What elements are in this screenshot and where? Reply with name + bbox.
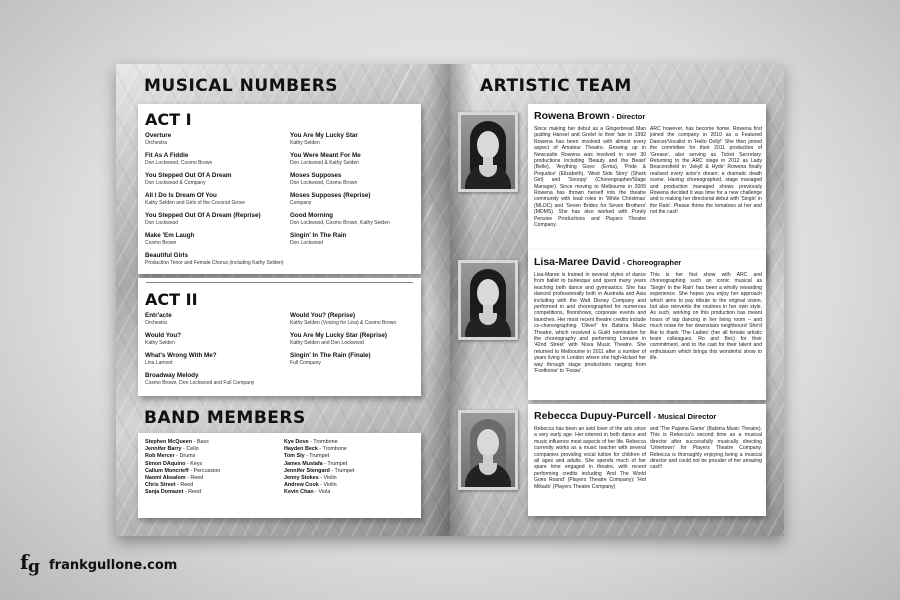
- song-title: Broadway Melody: [145, 372, 199, 379]
- member-bio-col2: This is her first show with ARC and choreographing such an iconic musical as 'Singin' in the Rain' has been a wholly rewarding experience. She hopes you enjoy her approach which aims to pay tribute to the original vision, but also reinvents the routines in her own style. As such, working on this production has meant hours of tap dancing in her living room – and much noise for her downstairs neighbours! She'd like to thank 'The Ladies' (her all female artistic team colleagues, Ro and Bec) for their commitment, and to the cast for their talent and enthusiasm which brings this wonderful show to life.: [650, 272, 762, 362]
- song-title: You Stepped Out Of A Dream (Reprise): [145, 212, 261, 219]
- band-member: [145, 439, 285, 446]
- song-item: [290, 232, 418, 246]
- song-item: [290, 212, 418, 226]
- left-page: [116, 64, 450, 536]
- song-item: [290, 172, 418, 186]
- act2-title: ACT II: [145, 290, 198, 309]
- band-member-name: Jennifer Barry: [145, 446, 182, 453]
- act1-column-2: [290, 132, 418, 252]
- band-member-name: Stephen McQueen: [145, 439, 193, 445]
- band-member-role: - Viola: [313, 489, 331, 496]
- member-name-text: Rowena Brown: [534, 110, 610, 122]
- band-member-name: Jennifer Stengard: [284, 467, 330, 474]
- band-member-role: - Trumpet: [322, 460, 348, 467]
- band-member-name: Naomi Absalom: [145, 475, 186, 482]
- band-member: [284, 453, 418, 460]
- band-member: [145, 475, 285, 482]
- member-name: [534, 110, 645, 122]
- band-member-role: - Violin: [318, 482, 337, 489]
- artistic-team-title: ARTISTIC TEAM: [480, 76, 632, 96]
- band-members-title: BAND MEMBERS: [144, 408, 306, 428]
- band-member-name: Callum Moncrieff: [145, 467, 189, 474]
- song-title: You Were Meant For Me: [290, 152, 361, 159]
- song-item: [145, 132, 285, 146]
- song-title: You Are My Lucky Star (Reprise): [290, 332, 387, 339]
- song-cast: Don Lockwood: [145, 220, 179, 226]
- watermark-brand-text: frankgullone.com: [49, 557, 178, 573]
- band-member-role: - Reed: [175, 482, 194, 489]
- band-member: [284, 461, 418, 468]
- song-cast: Don Lockwood & Kathy Selden: [290, 160, 359, 166]
- band-member: [145, 453, 285, 460]
- musical-numbers-title: MUSICAL NUMBERS: [144, 76, 339, 96]
- right-page: [450, 64, 784, 536]
- member-name: [534, 410, 716, 422]
- song-cast: Kathy Selden: [290, 140, 320, 146]
- song-item: [145, 372, 285, 386]
- song-title: Singin' In The Rain (Finale): [290, 352, 371, 359]
- band-member-name: Kevin Chan: [284, 489, 314, 496]
- song-title: Overture: [145, 132, 172, 139]
- band-member-name: James Mustafa: [284, 460, 323, 467]
- song-title: You Stepped Out Of A Dream: [145, 172, 232, 179]
- band-member: [145, 482, 285, 489]
- song-cast: Don Lockwood, Cosmo Brown: [290, 180, 358, 186]
- band-member-name: Andrew Cook: [284, 482, 319, 489]
- song-cast: Kathy Selden and Girls of the Coconut Grove: [145, 200, 246, 206]
- song-item: [145, 312, 285, 326]
- song-item: [145, 212, 285, 226]
- band-member: [284, 439, 418, 446]
- song-cast: Cosmo Brown, Don Lockwood and Full Company: [145, 380, 255, 386]
- song-item: [290, 312, 418, 326]
- song-cast: Full Company: [290, 360, 321, 366]
- song-title: All I Do Is Dream Of You: [145, 192, 217, 199]
- member-panel-choreographer: [528, 250, 766, 400]
- band-member: [145, 489, 285, 496]
- song-item: [145, 252, 285, 266]
- band-column-2: [284, 439, 418, 497]
- member-role: - Musical Director: [651, 412, 717, 421]
- band-member-name: Sanja Domazet: [145, 489, 184, 496]
- song-item: [145, 332, 285, 346]
- fg-logo-icon: [20, 552, 44, 578]
- song-cast: Company: [290, 200, 312, 206]
- band-member-role: - Trombone: [317, 446, 347, 453]
- band-member-name: Simon DAquino: [145, 460, 186, 467]
- song-title: You Are My Lucky Star: [290, 132, 358, 139]
- song-item: [290, 332, 418, 346]
- song-item: [290, 352, 418, 366]
- member-photo: [458, 112, 518, 192]
- band-member: [284, 446, 418, 453]
- watermark-logo: [20, 552, 177, 578]
- logo-mark-g: g: [28, 557, 40, 577]
- band-member-role: - Trombone: [308, 439, 338, 445]
- member-name-text: Rebecca Dupuy-Purcell: [534, 410, 652, 422]
- song-cast: Kathy Selden (Voicing for Lina) & Cosmo Brown: [290, 320, 397, 326]
- song-cast: Orchestra: [145, 320, 167, 326]
- band-column-1: [145, 439, 285, 497]
- song-title: Entr'acte: [145, 312, 172, 319]
- song-title: Moses Supposes: [290, 172, 342, 179]
- band-member: [145, 446, 285, 453]
- song-cast: Orchestra: [145, 140, 167, 146]
- song-item: [145, 192, 285, 206]
- song-cast: Don Lockwood, Cosmo Brown: [145, 160, 213, 166]
- band-member-name: Tom Sly: [284, 453, 305, 460]
- song-cast: Lina Lamont: [145, 360, 173, 366]
- member-photo: [458, 260, 518, 340]
- act1-column-1: [145, 132, 285, 272]
- band-member-name: Hayden Beck: [284, 446, 318, 453]
- band-member: [145, 468, 285, 475]
- act2-column-2: [290, 312, 418, 372]
- band-member-role: - Percussion: [188, 467, 221, 474]
- song-title: Beautiful Girls: [145, 252, 189, 259]
- band-member: [284, 475, 418, 482]
- song-cast: Don Lockwood & Company: [145, 180, 206, 186]
- member-bio-col1: Lisa-Maree is trained in several styles of dance from ballet to burlesque and spent many years teaching both dance and gymnastics. She has danced professionally both in Australia and Asia including with the Walt Disney Company and performed in and choreographed for numerous competitions, floorshows, corporate events and launches. Her most recent theatre credits include co-choreographing 'Oliver!' for Babirra Music Theatre, which received a Guild nomination for the choreography and performing Lorraine in '42nd Street' with Nova Music Theatre. She returned to Melbourne in 2011 after a number of years living in London where she high-kicked her way through stage productions ranging from 'Footloose' to 'Fosse'.: [534, 272, 646, 375]
- band-member-name: Rob Mercer: [145, 453, 175, 460]
- act2-column-1: [145, 312, 285, 392]
- band-member-role: - Bass: [192, 439, 209, 445]
- member-photo: [458, 410, 518, 490]
- member-name-text: Lisa-Maree David: [534, 256, 621, 268]
- song-cast: Kathy Selden and Don Lockwood: [290, 340, 364, 346]
- song-item: [145, 232, 285, 246]
- song-title: Would You?: [145, 332, 182, 339]
- band-panel: [138, 433, 421, 518]
- member-bio-col2: and 'The Pajama Game' (Babirra Music Theatre). This is Rebecca's second time as a musical director after successfully musically directing 'Urinetown' for Players Theatre Company. Rebecca is thoroughly enjoying being a musical director and could not be prouder of her amazing cast!!: [650, 426, 762, 471]
- member-role: - Choreographer: [620, 258, 682, 267]
- song-cast: Cosmo Brown: [145, 240, 177, 246]
- act1-title: ACT I: [145, 110, 192, 129]
- gutter-shadow: [426, 64, 450, 536]
- song-title: Make 'Em Laugh: [145, 232, 195, 239]
- song-cast: Kathy Selden: [145, 340, 175, 346]
- song-title: What's Wrong With Me?: [145, 352, 217, 359]
- member-name: [534, 256, 681, 268]
- song-title: Good Morning: [290, 212, 334, 219]
- song-item: [290, 192, 418, 206]
- divider: [146, 282, 413, 283]
- song-title: Fit As A Fiddle: [145, 152, 189, 159]
- member-bio-col2: ARC however, has become home. Rowena first joined the company in 2010 as a Featured Dancer/Vocalist in 'Hello Dolly!' She then joined the committee for their 2011 production of 'Grease', also serving as Ticket Secretary. Returning to the ARC stage in 2012 as Lady Beaconsfield in 'Jekyll & Hyde' Rowena finally realised every actor's dream; a dramatic death scene. Having choreographed, stage managed and production managed shows previously Rowena decided it was time for a new challenge and is making her directorial debut with 'Singin' in the Rain'. Please throw the tomatoes at her and not the cast!: [650, 126, 762, 216]
- band-member-role: - Cello: [181, 446, 199, 453]
- band-member-role: - Reed: [183, 489, 202, 496]
- song-item: [145, 352, 285, 366]
- song-title: Would You? (Reprise): [290, 312, 356, 319]
- member-role: - Director: [609, 112, 646, 121]
- logo-mark-f: f: [20, 550, 29, 574]
- song-item: [145, 172, 285, 186]
- band-member-name: Jenny Stokes: [284, 475, 319, 482]
- brochure-spread: [116, 64, 784, 536]
- song-item: [290, 132, 418, 146]
- member-bio-col1: Rebecca has been an avid lover of the arts since a very early age. Her interest in both dance and music influence most aspects of her life. Rebecca currently works as a music teacher with several companies providing vocal tuition for children of all ages and adults. She spends much of her spare time engaged in theatre, with recent performing credits including 'And The World Goes Round' (Players Theatre Company); 'Hot Mikado' (Players Theatre Company): [534, 426, 646, 490]
- band-member: [284, 482, 418, 489]
- member-panel-musical-director: [528, 404, 766, 516]
- band-member: [284, 468, 418, 475]
- song-cast: Don Lockwood, Cosmo Brown, Kathy Selden: [290, 220, 390, 226]
- song-title: Singin' In The Rain: [290, 232, 347, 239]
- band-member-name: Chris Street: [145, 482, 176, 489]
- band-member-role: - Violin: [318, 475, 337, 482]
- band-member-role: - Trumpet: [329, 467, 355, 474]
- song-cast: Production Tenor and Female Chorus (including Kathy Selden): [145, 260, 284, 266]
- act2-panel: [138, 278, 421, 396]
- song-item: [145, 152, 285, 166]
- band-member: [145, 461, 285, 468]
- band-member-role: - Trumpet: [304, 453, 330, 460]
- act1-panel: [138, 104, 421, 274]
- band-member-role: - Drums: [174, 453, 196, 460]
- band-member-name: Kye Dove: [284, 439, 309, 445]
- song-item: [290, 152, 418, 166]
- band-member-role: - Keys: [185, 460, 203, 467]
- band-member: [284, 489, 418, 496]
- member-bio-col1: Since making her debut as a Gingerbread Man guiding Hansel and Gretel to their fate in 1992 Rowena has been involved with almost every aspect of Amateur Theatre. Growing up in Newcastle Rowena was involved in over 30 productions including 'Beauty and the Beast' (Belle), 'Anything Goes' (Erma), 'Pride & Prejudice' (Elizabeth), 'West Side Story' (Shark Girl) and 'Snoopy' (Choreographer/Stage Manager). Since moving to Melbourne in 2009 Rowena has thrown herself into the theatre community with lead roles in 'White Christmas' (MLOC) and 'Seven Brides for Seven Brothers' (MDMS). She has also worked with Purely Pensive Productions and Players Theatre Company.: [534, 126, 646, 229]
- song-cast: Don Lockwood: [290, 240, 324, 246]
- song-title: Moses Supposes (Reprise): [290, 192, 371, 199]
- band-member-role: - Reed: [185, 475, 204, 482]
